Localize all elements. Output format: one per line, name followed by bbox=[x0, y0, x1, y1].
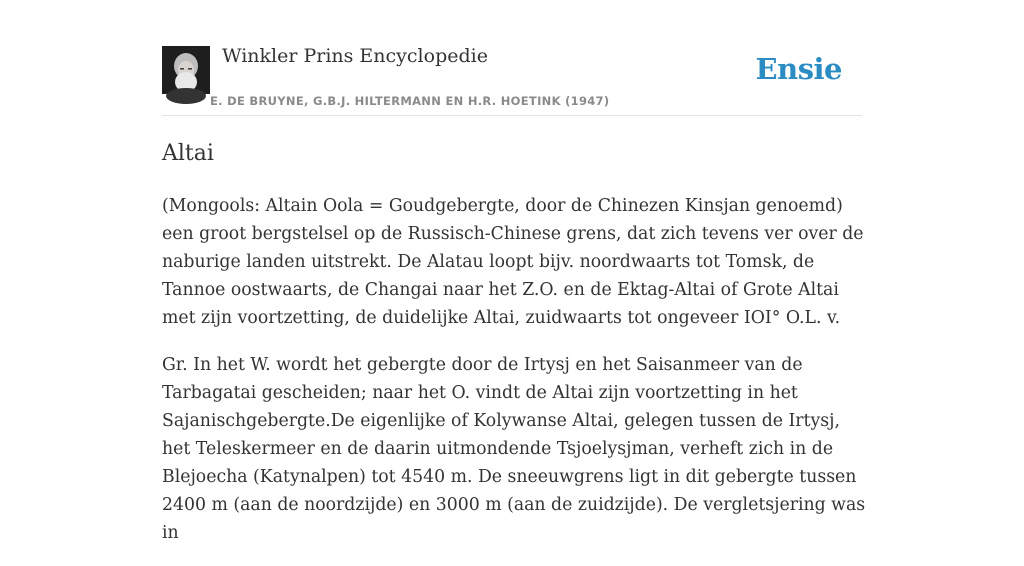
source-header bbox=[162, 0, 862, 116]
source-authors: E. DE BRUYNE, G.B.J. HILTERMANN EN H.R. HOETINK (1947) bbox=[210, 94, 610, 108]
source-title[interactable]: Winkler Prins Encyclopedie bbox=[222, 45, 488, 67]
content-container bbox=[162, 0, 866, 543]
author-avatar[interactable] bbox=[162, 46, 210, 94]
portrait-icon bbox=[162, 46, 210, 94]
article-title: Altai bbox=[162, 141, 214, 166]
article-body bbox=[162, 192, 872, 566]
article-paragraph: Gr. In het W. wordt het gebergte door de Irtysj en het Saisanmeer van de Tarbagatai gescheiden; naar het O. vindt de Altai zijn voortzetting in het Sajanischgebergte.De eigenlijke of Kolywanse Altai, gelegen tussen de Irtysj, het Teleskermeer en de daarin uitmondende Tsjoelysjman, verheft zich in de Blejoecha (Katynalpen) tot 4540 m. De sneeuwgrens ligt in dit gebergte tussen 2400 m (aan de noordzijde) en 3000 m (aan de zuidzijde). De vergletsjering was in bbox=[162, 355, 866, 543]
article-paragraph: (Mongools: Altain Oola = Goudgebergte, door de Chinezen Kinsjan genoemd) een groot bergstelsel op de Russisch-Chinese grens, dat zich tevens ver over de naburige landen uitstrekt. De Alatau loopt bijv. noordwaarts tot Tomsk, de Tannoe oostwaarts, de Changai naar het Z.O. en de Ektag-Altai of Grote Altai met zijn voortzetting, de duidelijke Altai, zuidwaarts tot ongeveer IOI° O.L. v. bbox=[162, 196, 864, 328]
ensie-logo-link[interactable]: Ensie bbox=[755, 52, 842, 86]
